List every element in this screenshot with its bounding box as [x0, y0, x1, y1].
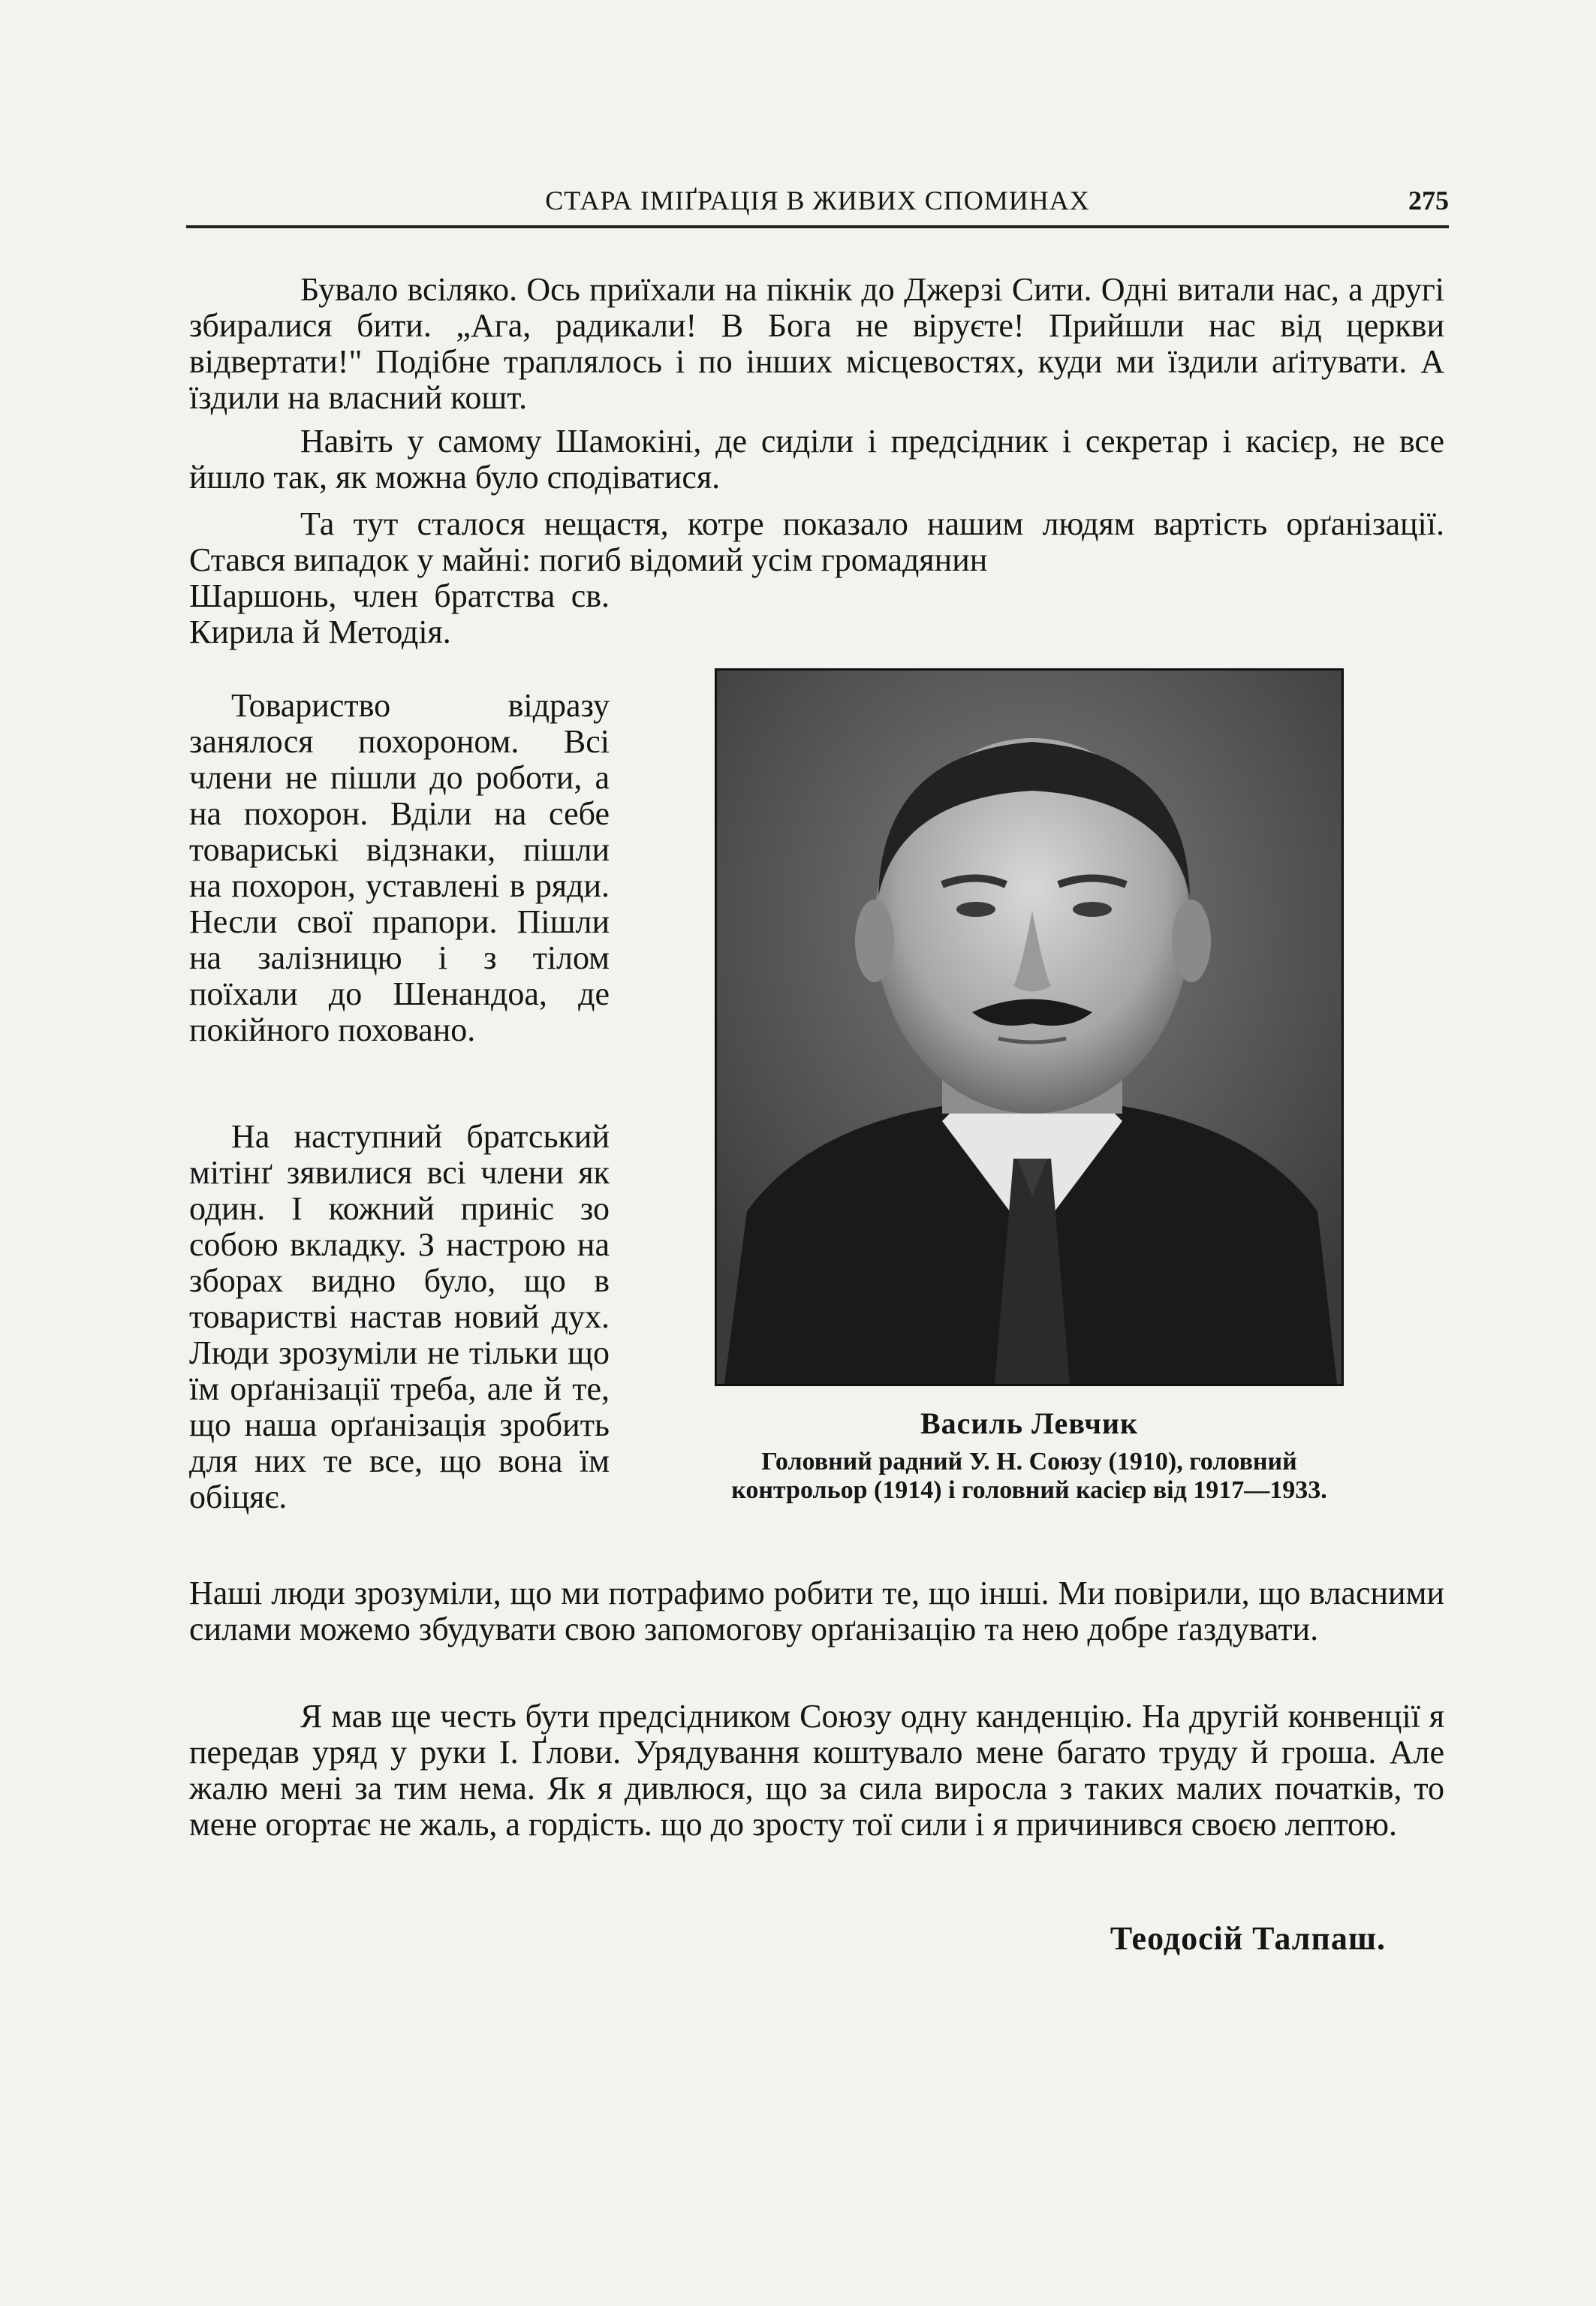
running-head [186, 179, 1449, 228]
photo-caption-name: Василь Левчик [920, 1406, 1139, 1440]
paragraph-4: Товариство відразу занялося похороном. Всі члени не пішли до роботи, а на похорон. Вділи на себе товариські відзнаки, пішли на похорон, уставлені в ряди. Несли свої прапори. Пішли на залізницю і з тілом поїхали до Шенандоа, де покійного поховано. [189, 687, 610, 1048]
paragraph-7: Я мав ще честь бути предсідником Союзу одну канденцію. На другій конвенції я передав уряд у руки І. Ґлови. Урядування коштувало мене багато труду й гроша. Але жалю мені за тим нема. Як я дивлюся, що за сила виросла з таких малих початків, то мене огортає не жаль, а гордість. що до зросту тої сили і я причинився своєю лептою. [189, 1698, 1444, 1843]
portrait-illustration [717, 671, 1342, 1384]
paragraph-2: Навіть у самому Шамокіні, де сиділи і предсідник і секретар і касієр, не все йшло так, як можна було сподіватися. [189, 423, 1444, 496]
portrait-photo [715, 668, 1344, 1386]
paragraph-6: Наші люди зрозуміли, що ми потрафимо робити те, що інші. Ми повірили, що власними силами можемо збудувати свою запомогову орґанізацію та нею добре ґаздувати. [189, 1575, 1444, 1647]
photo-caption-text: Головний радний У. Н. Союзу (1910), головний контрольор (1914) і головний касієр від 1917—1933. [731, 1448, 1327, 1504]
paragraph-1: Бувало всіляко. Ось приїхали на пікнік до Джерзі Сити. Одні витали нас, а другі збиралися бити. „Ага, радикали! В Бога не віруєте! Прийшли нас від церкви відвертати!" Подібне траплялось і по інших місцевостях, куди ми їздили аґітувати. А їздили на власний кошт. [189, 271, 1444, 416]
paragraph-3-full-width: Та тут сталося нещастя, котре показало нашим людям вартість орґанізації. Стався випадок у майні: погиб відомий усім громадянин [189, 505, 1444, 578]
running-title: СТАРА ІМІҐРАЦІЯ В ЖИВИХ СПОМИНАХ [545, 185, 1090, 216]
page-number: 275 [1408, 185, 1449, 216]
author-signature: Теодосій Талпаш. [1110, 1920, 1386, 1957]
paragraph-5: На наступний братський мітінґ зявилися всі члени як один. І кожний приніс зо собою вкладку. З настрою на зборах видно було, що в товаристві настав новий дух. Люди зрозуміли не тільки що їм орґанізації треба, але й те, що наша орґанізація зробить для них те все, що вона їм обіцяє. [189, 1118, 610, 1515]
paragraph-3-column: Шаршонь, член братства св. Кирила й Методія. [189, 577, 610, 650]
